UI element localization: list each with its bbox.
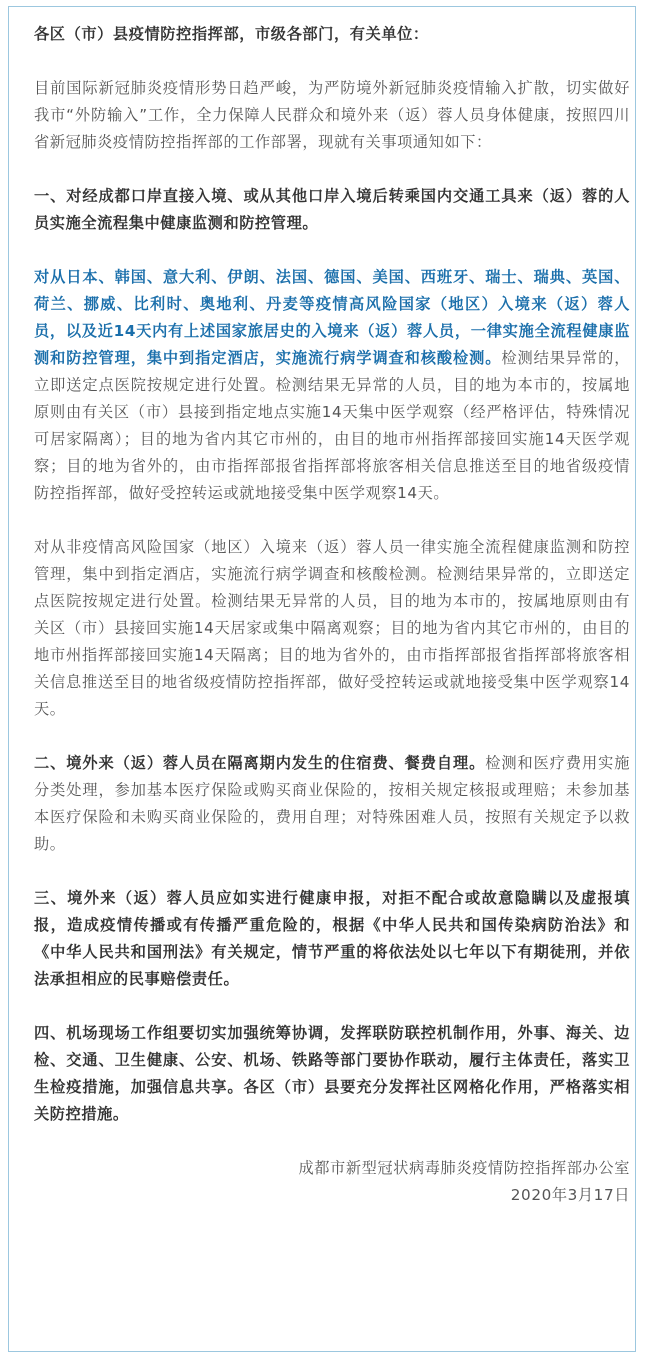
date: 2020年3月17日 (510, 1186, 630, 1204)
item1-highlight: 对从日本、韩国、意大利、伊朗、法国、德国、美国、西班牙、瑞士、瑞典、英国、荷兰、挪威、比利时、奥地利、丹麦等疫情高风险国家（地区）入境来（返）蓉人员，以及近14天内有上述国家旅居史的入境来（返）蓉人员，一律实施全流程健康监测和防控管理，集中到指定酒店，实施流行病学调查和核酸检测。 (34, 268, 630, 367)
item2-paragraph (34, 750, 630, 858)
item1-paragraph (34, 264, 630, 507)
item3-paragraph: 三、境外来（返）蓉人员应如实进行健康申报，对拒不配合或故意隐瞒以及虚报填报，造成疫情传播或有传播严重危险的，根据《中华人民共和国传染病防治法》和《中华人民共和国刑法》有关规定，情节严重的将依法处以七年以下有期徒刑，并依法承担相应的民事赔偿责任。 (34, 889, 630, 988)
signature: 成都市新型冠状病毒肺炎疫情防控指挥部办公室 (298, 1159, 630, 1177)
item4-paragraph: 四、机场现场工作组要切实加强统筹协调，发挥联防联控机制作用，外事、海关、边检、交通、卫生健康、公安、机场、铁路等部门要协作联动，履行主体责任，落实卫生检疫措施，加强信息共享。各区（市）县要充分发挥社区网格化作用，严格落实相关防控措施。 (34, 1024, 630, 1123)
addressee: 各区（市）县疫情防控指挥部，市级各部门，有关单位： (34, 25, 429, 43)
item2-heading: 二、境外来（返）蓉人员在隔离期内发生的住宿费、餐费自理。 (34, 754, 486, 772)
item2-detail: 检测和医疗费用实施分类处理，参加基本医疗保险或购买商业保险的，按相关规定核报或理赔；未参加基本医疗保险和未购买商业保险的，费用自理；对特殊困难人员，按照有关规定予以救助。 (34, 754, 630, 853)
item1-detail: 检测结果异常的，立即送定点医院按规定进行处置。检测结果无异常的人员，目的地为本市的，按属地原则由有关区（市）县接到指定地点实施14天集中医学观察（经严格评估，特殊情况可居家隔离）；目的地为省内其它市州的，由目的地市州指挥部接回实施14天医学观察；目的地为省外的，由市指挥部报省指挥部将旅客相关信息推送至目的地省级疫情防控指挥部，做好受控转运或就地接受集中医学观察14天。 (34, 349, 630, 502)
document-body (34, 21, 630, 1209)
item1-nonhigh-risk-paragraph: 对从非疫情高风险国家（地区）入境来（返）蓉人员一律实施全流程健康监测和防控管理，集中到指定酒店，实施流行病学调查和核酸检测。检测结果异常的，立即送定点医院按规定进行处置。检测结果无异常的人员，目的地为本市的，按属地原则由有关区（市）县接回实施14天居家或集中隔离观察；目的地为省内其它市州的，由目的地市州指挥部接回实施14天隔离；目的地为省外的，由市指挥部报省指挥部将旅客相关信息推送至目的地省级疫情防控指挥部，做好受控转运或就地接受集中医学观察14天。 (34, 538, 630, 718)
document-frame (8, 6, 636, 1352)
intro-paragraph: 目前国际新冠肺炎疫情形势日趋严峻，为严防境外新冠肺炎疫情输入扩散，切实做好我市“外防输入”工作，全力保障人民群众和境外来（返）蓉人员身体健康，按照四川省新冠肺炎疫情防控指挥部的工作部署，现就有关事项通知如下： (34, 79, 630, 151)
item1-heading: 一、对经成都口岸直接入境、或从其他口岸入境后转乘国内交通工具来（返）蓉的人员实施全流程集中健康监测和防控管理。 (34, 187, 630, 232)
